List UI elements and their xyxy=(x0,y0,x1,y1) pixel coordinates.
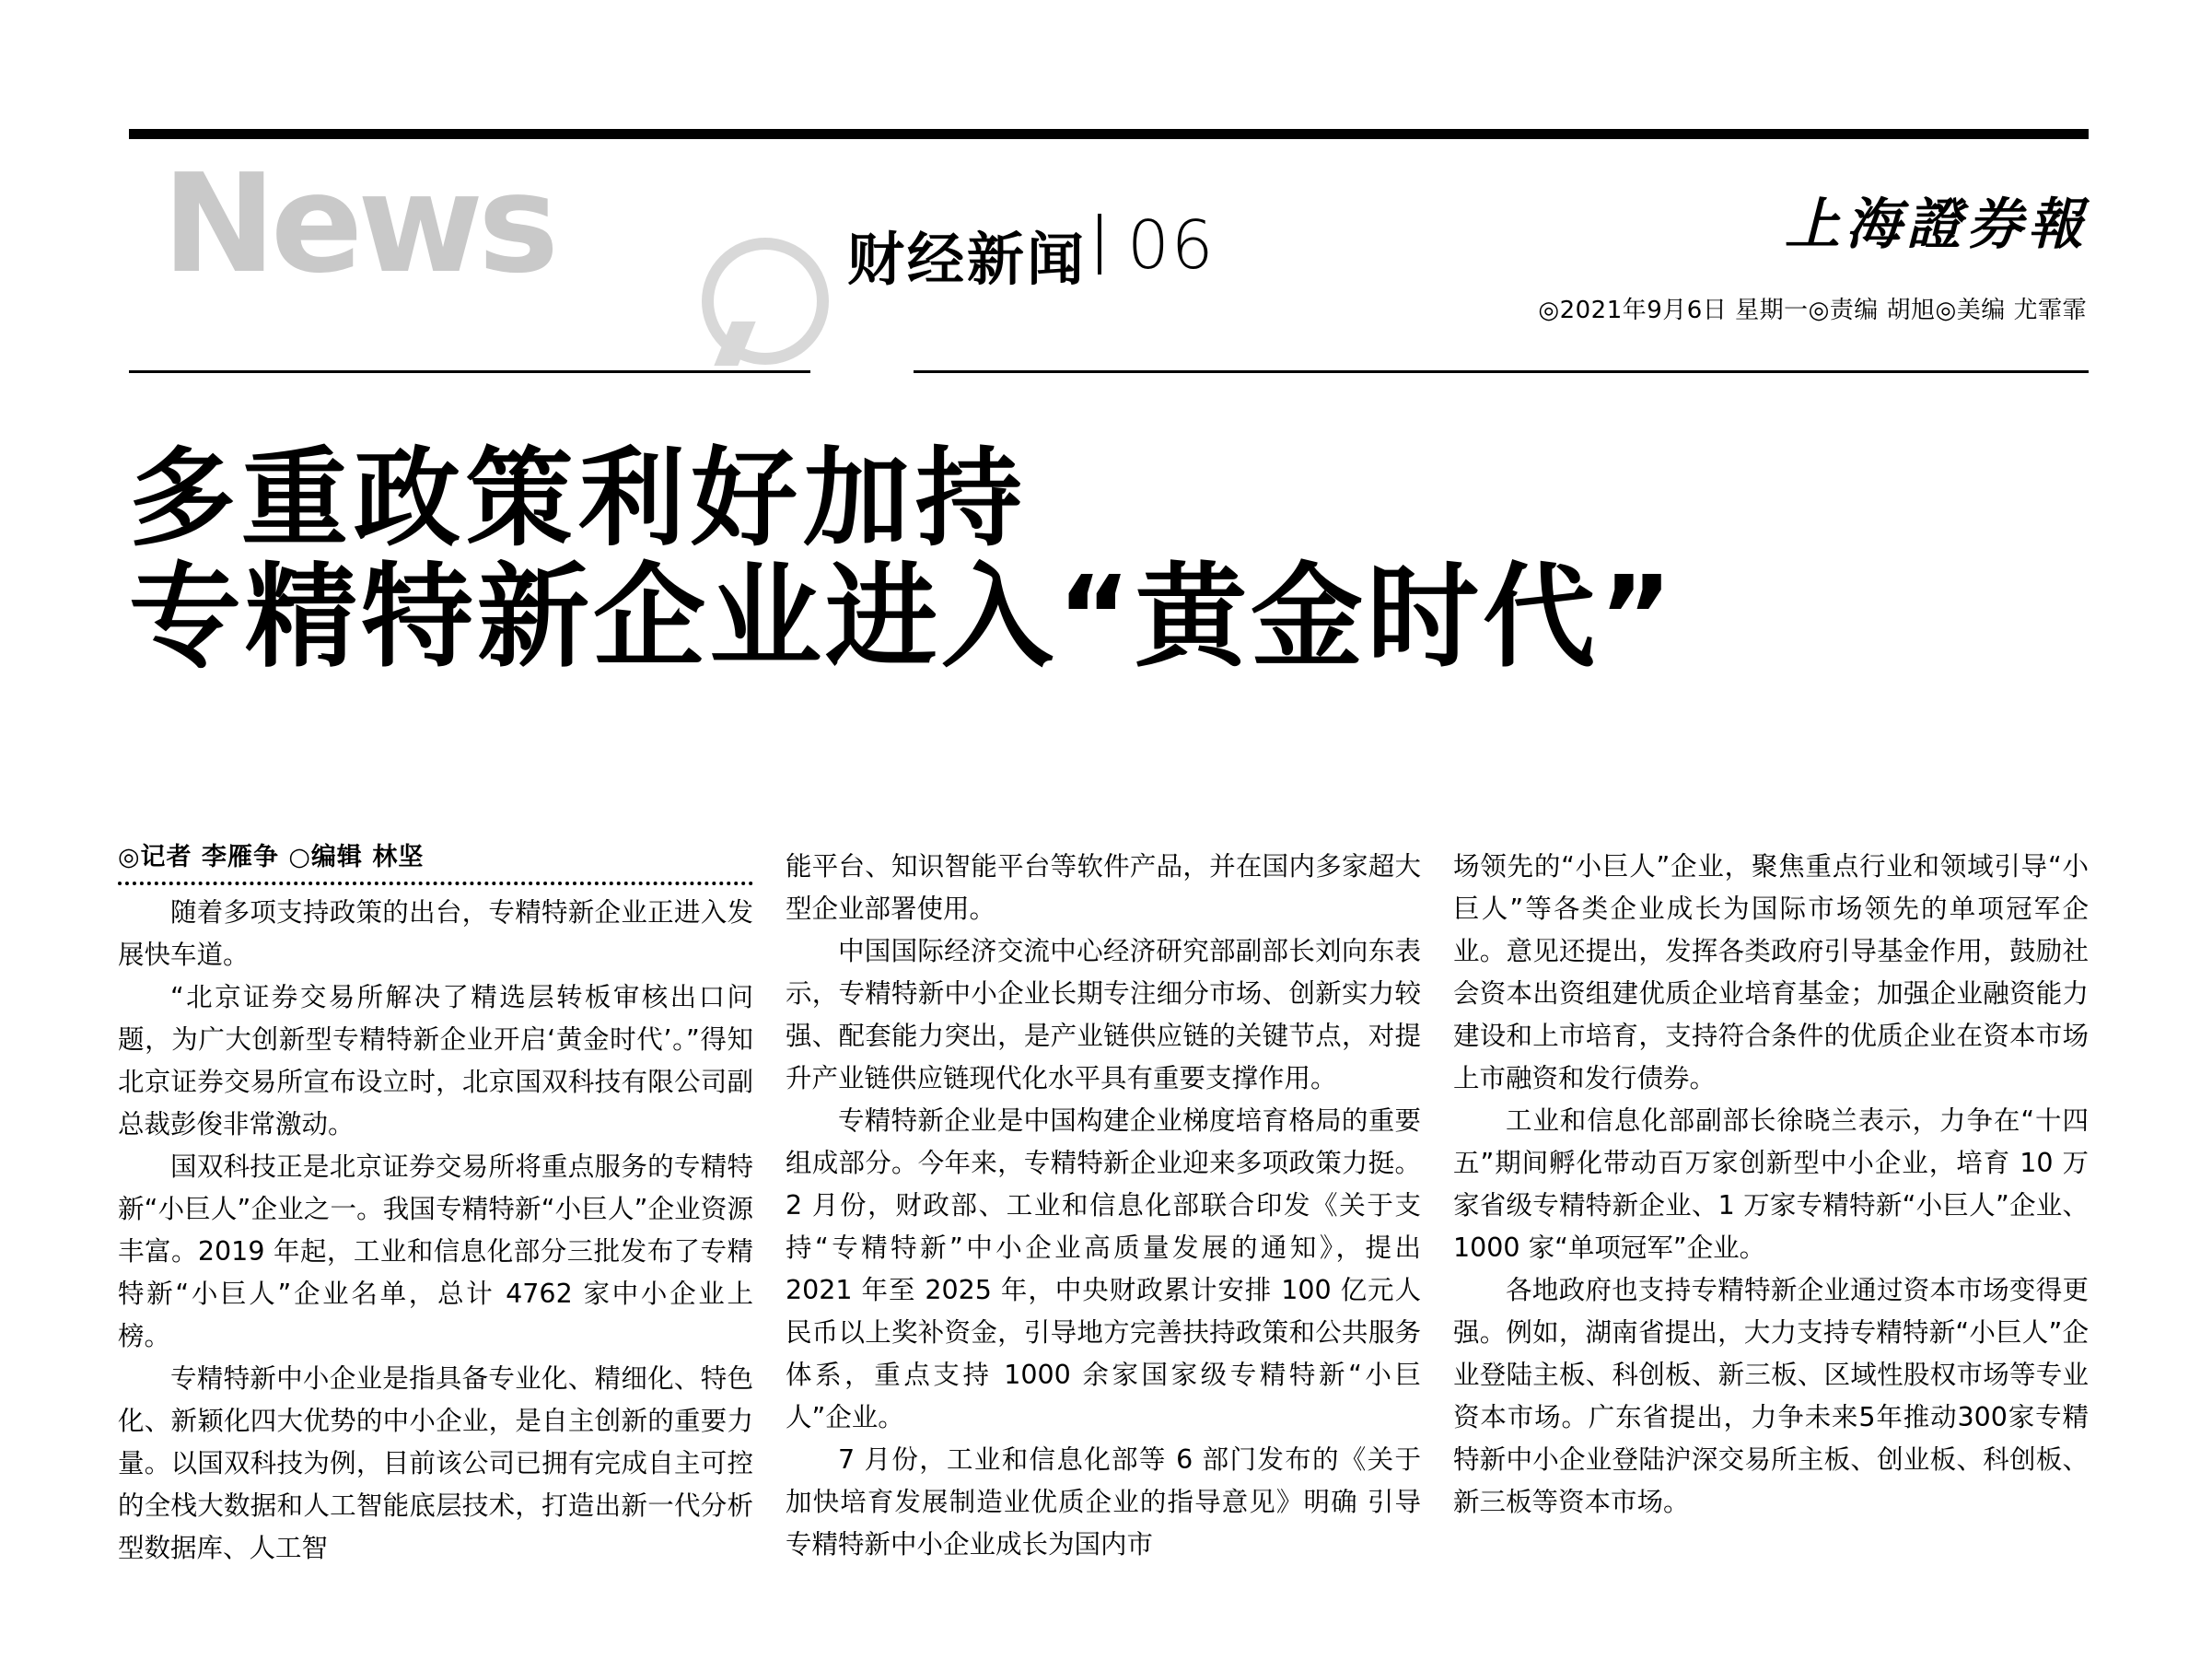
paragraph: 专精特新企业是中国构建企业梯度培育格局的重要组成部分。今年来，专精特新企业迎来多项政策力挺。2 月份，财政部、工业和信息化部联合印发《关于支持“专精特新”中小企业高质量发展的通知》，提出 2021 年至 2025 年，中央财政累计安排 100 亿元人民币以上奖补资金，引导地方完善扶持政策和公共服务体系，重点支持 1000 余家国家级专精特新“小巨人”企业。 xyxy=(786,1105,1421,1432)
paragraph: 国双科技正是北京证券交易所将重点服务的专精特新“小巨人”企业之一。我国专精特新“小巨人”企业资源丰富。2019 年起，工业和信息化部分三批发布了专精特新“小巨人”企业名单，总计 4762 家中小企业上榜。 xyxy=(118,1151,753,1351)
masthead-top-rule xyxy=(129,129,2089,139)
page-number: 06 xyxy=(1127,206,1216,284)
column-2 xyxy=(786,846,1421,1566)
byline-block xyxy=(118,836,753,885)
headline xyxy=(129,437,2089,683)
masthead-rule-left xyxy=(129,370,810,373)
masthead-rule-right xyxy=(914,370,2089,373)
paragraph: 专精特新中小企业是指具备专业化、精细化、特色化、新颖化四大优势的中小企业，是自主创新的重要力量。以国双科技为例，目前该公司已拥有完成自主可控的全栈大数据和人工智能底层技术，打造出新一代分析型数据库、人工智 xyxy=(118,1363,753,1563)
masthead xyxy=(129,129,2089,378)
column-3 xyxy=(1453,846,2089,1524)
headline-line-1: 多重政策利好加持 xyxy=(129,437,1028,561)
paragraph: 7 月份，工业和信息化部等 6 部门发布的《关于加快培育发展制造业优质企业的指导意见》明确 引导专精特新中小企业成长为国内市 xyxy=(786,1444,1421,1560)
paragraph: 场领先的“小巨人”企业，聚焦重点行业和领域引导“小巨人”等各类企业成长为国际市场领先的单项冠军企业。意见还提出，发挥各类政府引导基金作用，鼓励社会资本出资组建优质企业培育基金；加强企业融资能力建设和上市培育，支持符合条件的优质企业在资本市场上市融资和发行债券。 xyxy=(1453,851,2089,1093)
column-1 xyxy=(118,892,753,1570)
publication-logo: 上海證券報 xyxy=(1785,193,2089,257)
section-divider xyxy=(1098,214,1101,275)
byline-divider xyxy=(118,882,753,885)
paragraph: 能平台、知识智能平台等软件产品，并在国内多家超大型企业部署使用。 xyxy=(786,851,1421,924)
paragraph: 中国国际经济交流中心经济研究部副部长刘向东表示，专精特新中小企业长期专注细分市场、创新实力较强、配套能力突出，是产业链供应链的关键节点，对提升产业链供应链现代化水平具有重要支撑作用。 xyxy=(786,936,1421,1093)
speech-bubble-icon xyxy=(702,238,829,365)
issue-info: ◎2021年9月6日 星期一◎责编 胡旭◎美编 尤霏霏 xyxy=(1538,297,2087,324)
news-wordmark: News xyxy=(162,145,554,303)
paragraph: 随着多项支持政策的出台，专精特新企业正进入发展快车道。 xyxy=(118,897,753,970)
paragraph: “北京证券交易所解决了精选层转板审核出口问题，为广大创新型专精特新企业开启‘黄金时代’。”得知北京证券交易所宣布设立时，北京国双科技有限公司副总裁彭俊非常激动。 xyxy=(118,982,753,1139)
paragraph: 各地政府也支持专精特新企业通过资本市场变得更强。例如，湖南省提出，大力支持专精特新“小巨人”企业登陆主板、科创板、新三板、区域性股权市场等专业资本市场。广东省提出，力争未来5年推动300家专精特新中小企业登陆沪深交易所主板、创业板、科创板、新三板等资本市场。 xyxy=(1453,1275,2089,1517)
byline: ◎记者 李雁争 ○编辑 林坚 xyxy=(118,843,425,871)
headline-line-2: 专精特新企业进入“黄金时代” xyxy=(129,552,1677,683)
paragraph: 工业和信息化部副部长徐晓兰表示，力争在“十四五”期间孵化带动百万家创新型中小企业，培育 10 万家省级专精特新企业、1 万家专精特新“小巨人”企业、1000 家“单项冠军”企业。 xyxy=(1453,1105,2089,1263)
section-title: 财经新闻 xyxy=(847,226,1088,293)
